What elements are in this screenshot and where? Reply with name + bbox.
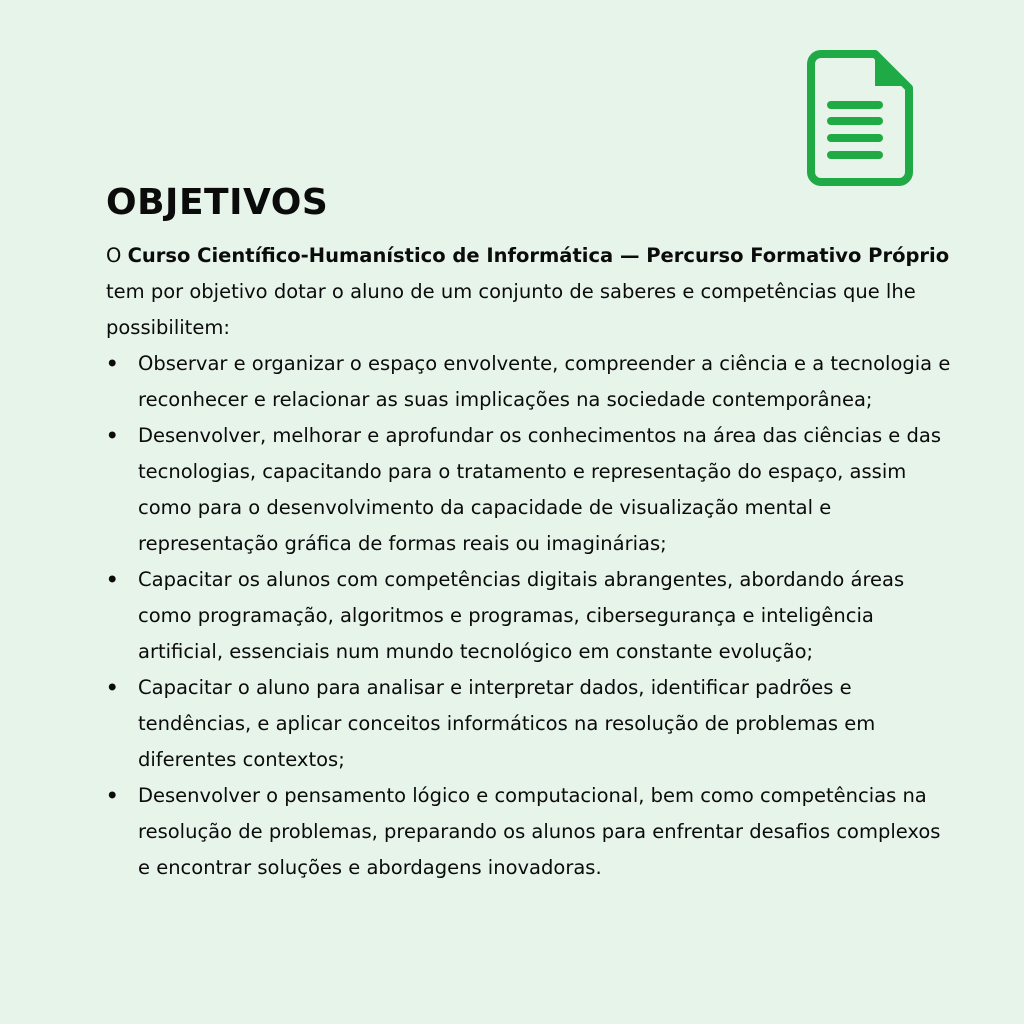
list-item (106, 562, 956, 670)
list-item (106, 418, 956, 562)
objective-text: Desenvolver o pensamento lógico e computacional, bem como competências na resolução de problemas, preparando os alunos para enfrentar desafios complexos e encontrar soluções e abordagens inovadoras. (138, 784, 941, 879)
list-item (106, 346, 956, 418)
bullet-icon: • (106, 676, 119, 699)
list-item (106, 670, 956, 778)
list-item (106, 778, 956, 886)
objective-text: Desenvolver, melhorar e aprofundar os conhecimentos na área das ciências e das tecnologias, capacitando para o tratamento e representação do espaço, assim como para o desenvolvimento da capacidade de visualização mental e representação gráfica de formas reais ou imaginárias; (138, 424, 941, 555)
intro-paragraph (106, 238, 956, 346)
objective-text: Capacitar o aluno para analisar e interpretar dados, identificar padrões e tendências, e aplicar conceitos informáticos na resolução de problemas em diferentes contextos; (138, 676, 876, 771)
objectives-text (106, 238, 956, 886)
course-name: Curso Científico-Humanístico de Informática — Percurso Formativo Próprio (127, 244, 950, 267)
objectives-list (106, 346, 956, 886)
objective-text: Capacitar os alunos com competências digitais abrangentes, abordando áreas como programação, algoritmos e programas, cibersegurança e inteligência artificial, essenciais num mundo tecnológico em constante evolução; (138, 568, 905, 663)
bullet-icon: • (106, 352, 119, 375)
intro-rest: tem por objetivo dotar o aluno de um conjunto de saberes e competências que lhe possibilitem: (106, 280, 916, 339)
bullet-icon: • (106, 784, 119, 807)
page-heading: OBJETIVOS (106, 182, 329, 223)
objective-text: Observar e organizar o espaço envolvente, compreender a ciência e a tecnologia e reconhecer e relacionar as suas implicações na sociedade contemporânea; (138, 352, 951, 411)
intro-prefix: O (106, 244, 122, 267)
bullet-icon: • (106, 568, 119, 591)
document-lines-icon (805, 48, 915, 188)
bullet-icon: • (106, 424, 119, 447)
